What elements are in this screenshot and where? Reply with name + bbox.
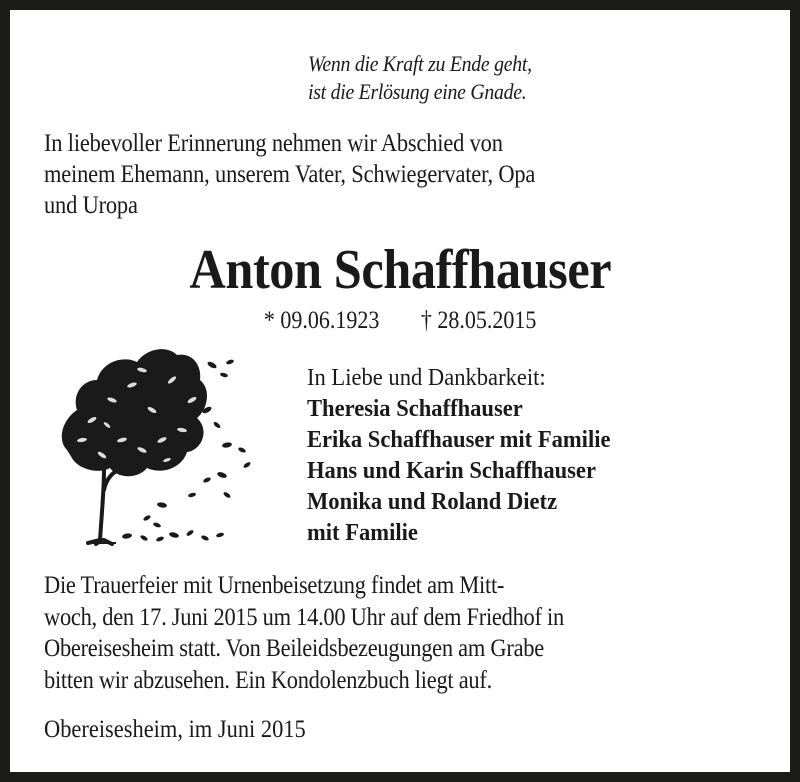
service-details <box>44 569 564 695</box>
life-dates <box>10 306 790 336</box>
service-line: Obereisesheim statt. Von Beileidsbezeugungen am Grabe <box>44 633 544 662</box>
motto-line: Wenn die Kraft zu Ende geht, <box>308 51 532 76</box>
mourner-item: Erika Schaffhauser mit Familie <box>307 427 611 453</box>
mourners-lead: In Liebe und Dankbarkeit: <box>307 365 546 391</box>
mourner-item: Monika und Roland Dietz <box>307 489 558 515</box>
mourner-item: Theresia Schaffhauser <box>307 396 523 422</box>
intro-line: und Uropa <box>44 190 138 219</box>
obituary-card <box>10 10 790 772</box>
intro-text <box>44 127 535 220</box>
deceased-name <box>10 240 790 300</box>
motto-quote <box>308 50 532 106</box>
motto-line: ist die Erlösung eine Gnade. <box>308 79 527 104</box>
intro-line: meinem Ehemann, unserem Vater, Schwiegervater, Opa <box>44 159 536 188</box>
place-and-date: Obereisesheim, im Juni 2015 <box>44 714 306 743</box>
birth-date: * 09.06.1923 <box>263 307 380 334</box>
mourners-list <box>307 363 630 549</box>
service-line: Die Trauerfeier mit Urnenbeisetzung findet am Mitt- <box>44 570 505 599</box>
deceased-name-text: Anton Schaffhauser <box>189 239 611 301</box>
death-date: † 28.05.2015 <box>420 307 537 334</box>
mourner-item: Hans und Karin Schaffhauser <box>307 458 596 484</box>
service-line: bitten wir abzusehen. Ein Kondolenzbuch liegt auf. <box>44 664 492 694</box>
service-line: woch, den 17. Juni 2015 um 14.00 Uhr auf dem Friedhof in <box>44 601 564 631</box>
mourner-item: mit Familie <box>307 520 418 546</box>
tree-with-falling-leaves-icon <box>42 340 282 548</box>
intro-line: In liebevoller Erinnerung nehmen wir Abschied von <box>44 128 503 157</box>
